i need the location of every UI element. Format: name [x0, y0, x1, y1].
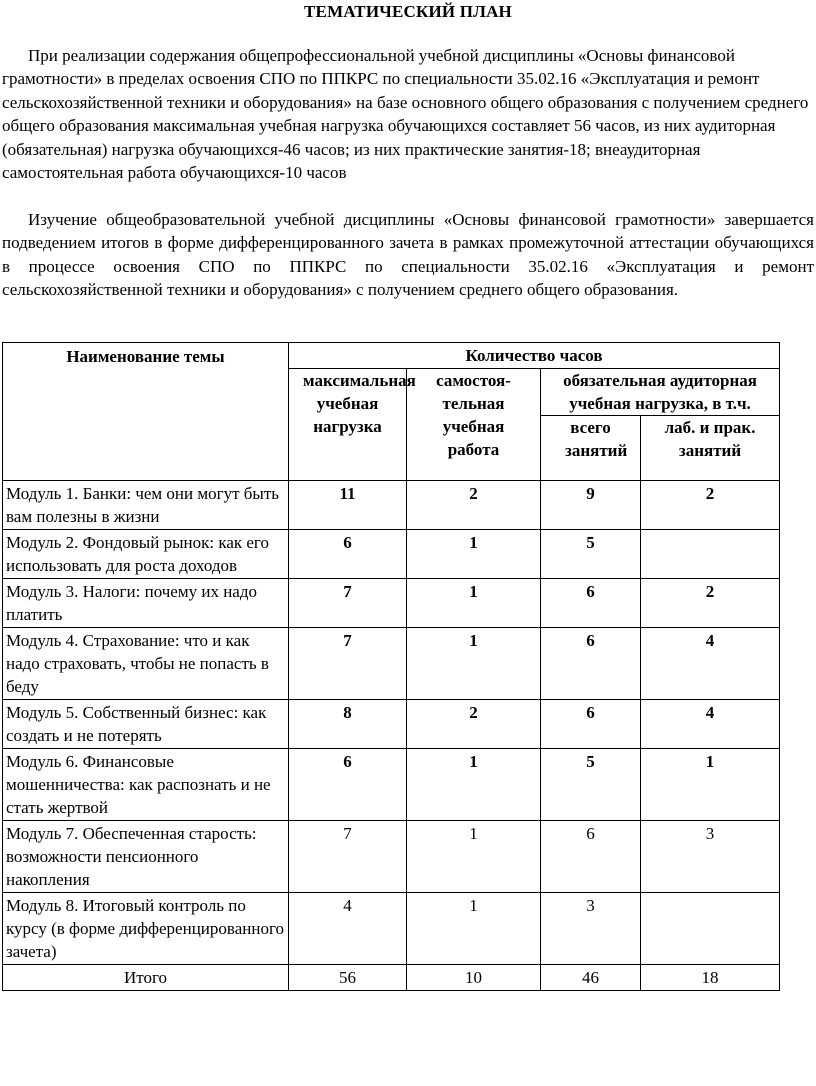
total-label: Итого	[3, 965, 289, 991]
max-load-cell: 7	[289, 579, 407, 628]
total-classes-cell: 6	[541, 579, 641, 628]
table-row	[3, 579, 780, 628]
lab-practice-cell	[641, 893, 780, 965]
total-row	[3, 965, 780, 991]
module-name-cell: Модуль 3. Налоги: почему их надо платить	[3, 579, 289, 628]
conclusion-paragraph	[2, 208, 814, 302]
header-mandatory: обязательная аудиторная учебная нагрузка, в т.ч.	[541, 369, 780, 416]
module-name-cell: Модуль 8. Итоговый контроль по курсу (в форме дифференцированного зачета)	[3, 893, 289, 965]
lab-practice-cell: 4	[641, 700, 780, 749]
max-load-cell: 7	[289, 821, 407, 893]
self-work-cell: 1	[407, 749, 541, 821]
table-body	[3, 481, 780, 965]
self-work-cell: 2	[407, 481, 541, 530]
self-work-cell: 1	[407, 530, 541, 579]
max-load-cell: 6	[289, 530, 407, 579]
table-row	[3, 700, 780, 749]
conclusion-paragraph-text: Изучение общеобразовательной учебной дисциплины «Основы финансовой грамотности» завершается подведением итогов в форме дифференцированного зачета в рамках промежуточной аттестации обучающихся в процессе освоения СПО по ППКРС по специальности 35.02.16 «Эксплуатация и ремонт сельскохозяйственной техники и оборудования» с получением среднего общего образования.	[2, 210, 814, 300]
self-work-cell: 1	[407, 821, 541, 893]
header-total-classes: всего занятий	[541, 416, 641, 481]
header-row-1	[3, 343, 780, 369]
self-work-cell: 1	[407, 579, 541, 628]
max-load-cell: 8	[289, 700, 407, 749]
module-name-cell: Модуль 4. Страхование: что и как надо страховать, чтобы не попасть в беду	[3, 628, 289, 700]
total-classes-cell: 6	[541, 821, 641, 893]
lab-practice-cell: 4	[641, 628, 780, 700]
lab-practice-cell: 2	[641, 481, 780, 530]
max-load-cell: 11	[289, 481, 407, 530]
max-load-cell: 7	[289, 628, 407, 700]
self-work-cell: 1	[407, 628, 541, 700]
table-row	[3, 628, 780, 700]
table-row	[3, 530, 780, 579]
max-load-cell: 6	[289, 749, 407, 821]
total-classes: 46	[541, 965, 641, 991]
header-max-load: максимальная учебная нагрузка	[289, 369, 407, 481]
lab-practice-cell: 2	[641, 579, 780, 628]
document-title: ТЕМАТИЧЕСКИЙ ПЛАН	[304, 2, 512, 21]
total-classes-cell: 6	[541, 700, 641, 749]
total-classes-cell: 9	[541, 481, 641, 530]
module-name-cell: Модуль 6. Финансовые мошенничества: как распознать и не стать жертвой	[3, 749, 289, 821]
module-name-cell: Модуль 7. Обеспеченная старость: возможности пенсионного накопления	[3, 821, 289, 893]
module-name-cell: Модуль 1. Банки: чем они могут быть вам полезны в жизни	[3, 481, 289, 530]
table-row	[3, 481, 780, 530]
total-classes-cell: 3	[541, 893, 641, 965]
lab-practice-cell: 1	[641, 749, 780, 821]
lab-practice-cell	[641, 530, 780, 579]
intro-paragraph-text: При реализации содержания общепрофессиональной учебной дисциплины «Основы финансовой грамотности» в пределах освоения СПО по ППКРС по специальности 35.02.16 «Эксплуатация и ремонт сельскохозяйственной техники и оборудования» на базе основного общего образования с получением среднего общего образования максимальная учебная нагрузка обучающихся составляет 56 часов, из них аудиторная (обязательная) нагрузка обучающихся-46 часов; из них практические занятия-18; внеаудиторная самостоятельная работа обучающихся-10 часов	[2, 46, 809, 183]
header-lab-practice: лаб. и прак. занятий	[641, 416, 780, 481]
table-row	[3, 821, 780, 893]
total-classes-cell: 6	[541, 628, 641, 700]
thematic-plan-table	[2, 342, 780, 991]
header-self-work: самостоя-тельная учебная работа	[407, 369, 541, 481]
self-work-cell: 1	[407, 893, 541, 965]
total-max: 56	[289, 965, 407, 991]
module-name-cell: Модуль 2. Фондовый рынок: как его использовать для роста доходов	[3, 530, 289, 579]
header-hours: Количество часов	[289, 343, 780, 369]
total-lab: 18	[641, 965, 780, 991]
total-classes-cell: 5	[541, 530, 641, 579]
intro-paragraph	[2, 44, 814, 184]
lab-practice-cell: 3	[641, 821, 780, 893]
header-topic: Наименование темы	[3, 343, 289, 481]
total-self: 10	[407, 965, 541, 991]
max-load-cell: 4	[289, 893, 407, 965]
table-row	[3, 749, 780, 821]
table-row	[3, 893, 780, 965]
total-classes-cell: 5	[541, 749, 641, 821]
module-name-cell: Модуль 5. Собственный бизнес: как создать и не потерять	[3, 700, 289, 749]
self-work-cell: 2	[407, 700, 541, 749]
